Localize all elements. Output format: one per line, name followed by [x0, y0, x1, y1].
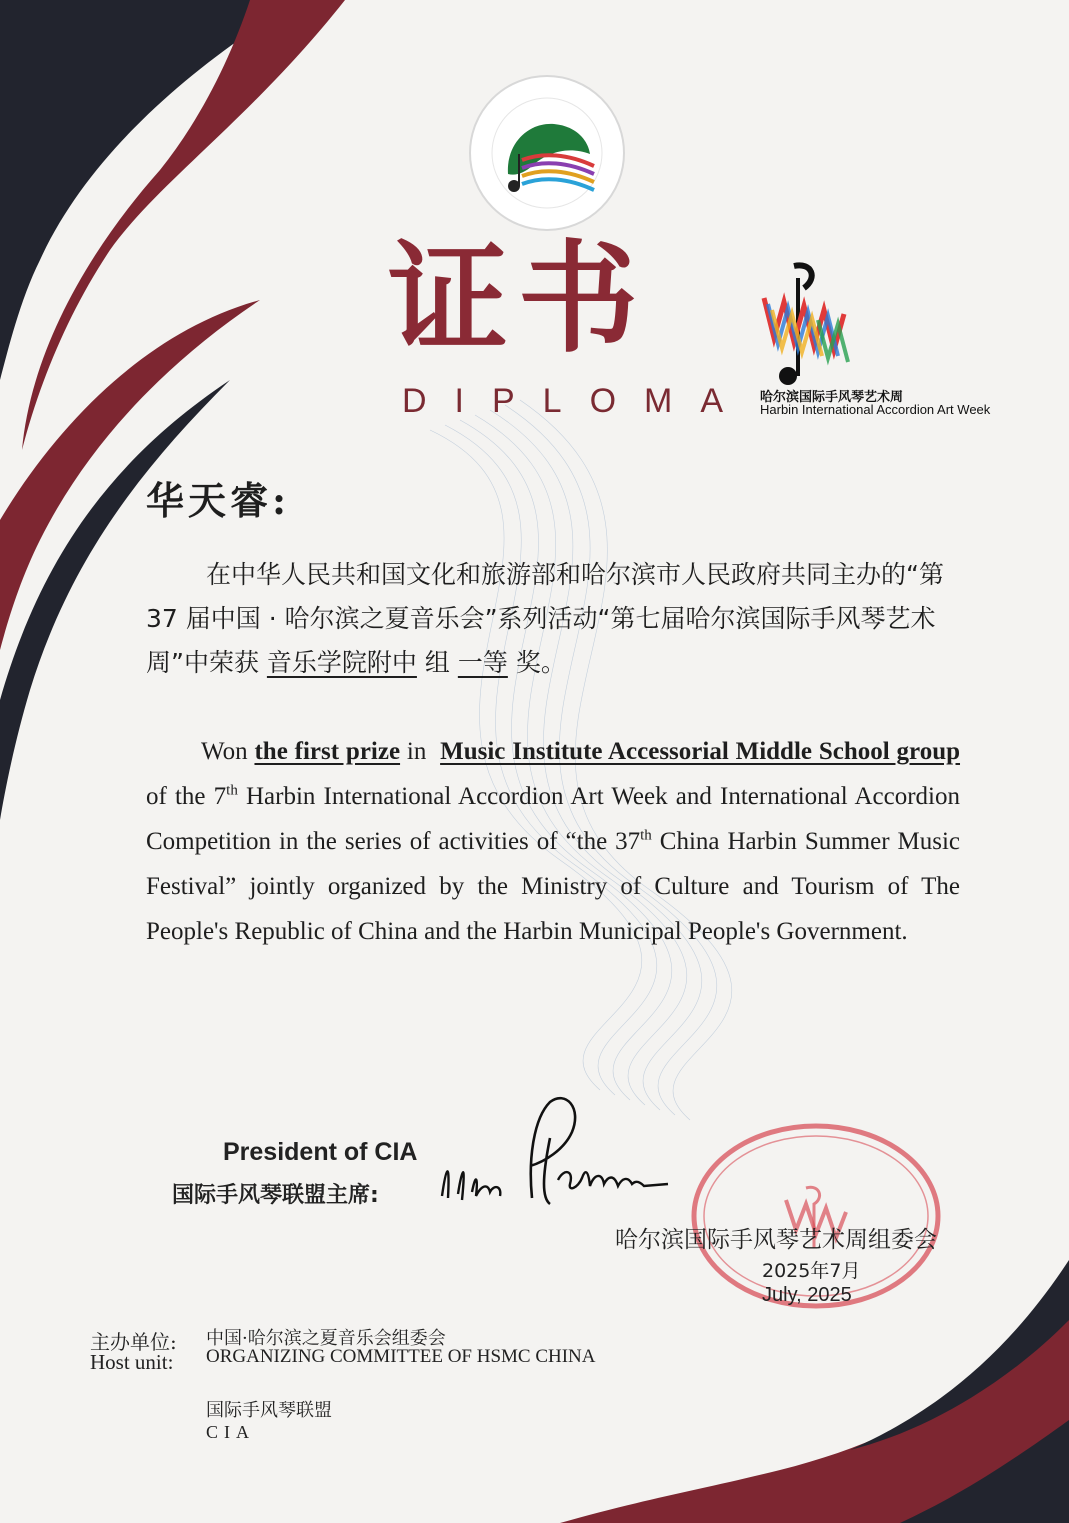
citation-cn-end: 奖。: [515, 648, 566, 677]
prize-fill-in: 一等: [457, 648, 508, 677]
citation-en-won: Won: [201, 738, 248, 765]
citation-cn-text: 在中华人民共和国文化和旅游部和哈尔滨市人民政府共同主办的“第 37 届中国 · 哈尔滨之夏音乐会”系列活动“第七届哈尔滨国际手风琴艺术周”中荣获: [146, 560, 944, 677]
festival-logo: [468, 74, 626, 232]
president-title-en: President of CIA: [223, 1138, 418, 1166]
host-unit-name-en: ORGANIZING COMMITTEE OF HSMC CHINA: [206, 1346, 596, 1367]
prize-name-en: the first prize: [254, 738, 401, 765]
recipient-name: 华天睿:: [146, 478, 291, 523]
issue-date-cn: 2025年7月: [762, 1260, 861, 1282]
host-unit2-name-en: CIA: [206, 1422, 255, 1442]
accordion-art-week-logo: [758, 258, 858, 388]
host-unit-label-cn: 主办单位:: [90, 1330, 177, 1354]
host-unit-name-cn: 中国·哈尔滨之夏音乐会组委会: [206, 1328, 446, 1349]
citation-en-middle: Harbin International Accordion Art Week and International Accordion Competition in the series of activities of “the 37: [146, 783, 960, 855]
citation-en-rest: China Harbin Summer Music Festival” jointly organized by the Ministry of Culture and Tourism of The People's Republic of China and the Harbin Municipal People's Government.: [146, 828, 960, 945]
art-week-name-cn: 哈尔滨国际手风琴艺术周: [760, 390, 904, 405]
diploma-title-en: DIPLOMA: [402, 382, 752, 420]
handwritten-signature: [432, 1088, 672, 1218]
group-fill-in: 音乐学院附中: [266, 648, 417, 677]
citation-en-of-the: of the 7: [146, 783, 227, 810]
ordinal-suffix-37th: th: [640, 827, 652, 844]
diploma-title-cn: 证书: [388, 230, 648, 369]
citation-en-in: in: [406, 738, 427, 765]
issuer-name-cn: 哈尔滨国际手风琴艺术周组委会: [615, 1227, 937, 1253]
citation-cn: [146, 553, 966, 685]
art-week-name-en: Harbin International Accordion Art Week: [760, 402, 991, 417]
ordinal-suffix-7th: th: [226, 782, 238, 799]
host-unit2-name-cn: 国际手风琴联盟: [206, 1400, 332, 1421]
citation-en: [146, 729, 960, 954]
issue-date-en: July, 2025: [762, 1284, 852, 1306]
group-name-en: Music Institute Accessorial Middle School group: [440, 738, 961, 765]
citation-cn-group-word: 组: [424, 648, 450, 677]
president-title-cn: 国际手风琴联盟主席:: [172, 1183, 379, 1208]
host-unit-label-en: Host unit:: [90, 1350, 174, 1374]
